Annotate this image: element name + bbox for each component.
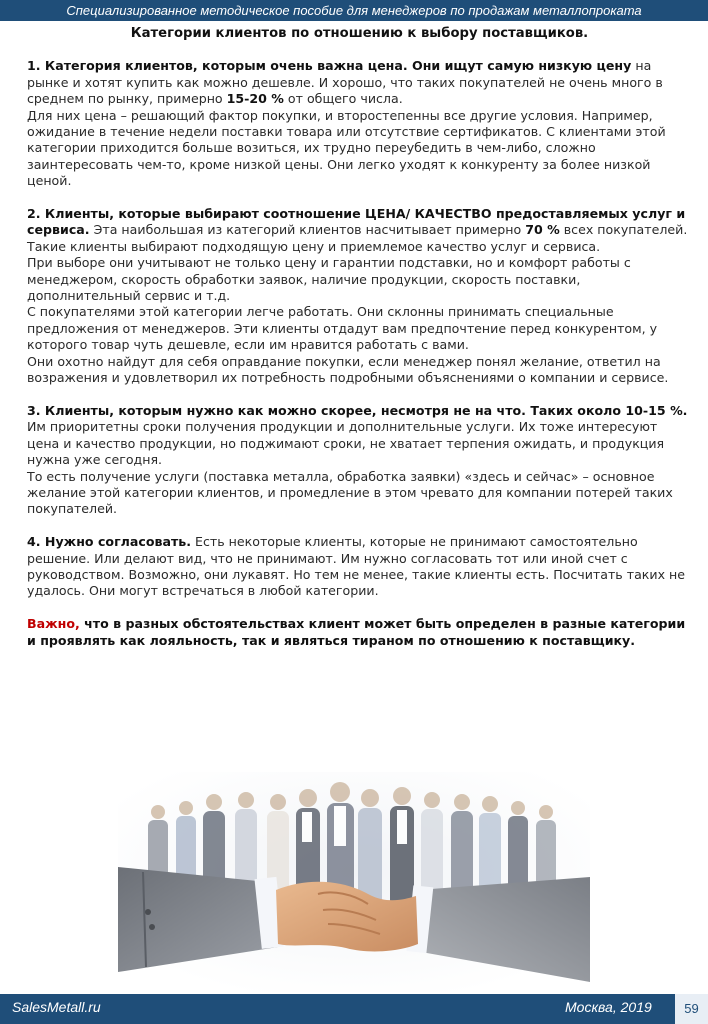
section-4-p1: 4. Нужно согласовать. Есть некоторые клиенты, которые не принимают самостоятельно решение. Или делают вид, что не принимают. Им нужно согласовать тот или иной счет с руководством. Возможно, они лукавят. Но тем не менее, такие клиенты есть. Посчитать таких не удалось. Они могут встречаться в любой категории.: [27, 534, 686, 599]
header-text: Специализированное методическое пособие для менеджеров по продажам металлопроката: [66, 3, 642, 18]
section-4-lead: 4. Нужно согласовать.: [27, 534, 192, 550]
section-2: [27, 206, 692, 386]
section-2-p2: При выборе они учитывают не только цену и гарантии подставки, но и комфорт работы с менеджером, скорость обработки заявок, наличие продукции, скорость поставки, дополнительный сервис и т.д.: [27, 255, 631, 304]
section-3-p2: То есть получение услуги (поставка металла, обработка заявки) «здесь и сейчас» – основное желание этой категории клиентов, и промедление в этом чревато для компании потерей таких покупателей.: [27, 468, 673, 517]
handshake-illustration: [118, 772, 590, 992]
important-note-text: что в разных обстоятельствах клиент может быть определен в разные категории и проявлять как лояльность, так и являться тираном по отношению к поставщику.: [27, 616, 686, 648]
section-1-percent: 15-20 %: [226, 91, 284, 107]
section-4: [27, 534, 692, 600]
section-3-p1: Им приоритетны сроки получения продукции и дополнительные услуги. Их тоже интересуют цена и качество продукции, но поджимают сроки, не хватает терпения ожидать, и продукция нужна уже сегодня.: [27, 419, 665, 468]
header-bar: [0, 0, 708, 21]
city-year: Москва, 2019: [565, 999, 652, 1015]
section-1-p1: 1. Категория клиентов, которым очень важна цена. Они ищут самую низкую цену на рынке и хотят купить как можно дешевле. И хорошо, что таких покупателей не очень много в среднем по рынку, примерно 15-20 % от общего числа.: [27, 58, 663, 107]
section-3-lead: 3. Клиенты, которым нужно как можно скорее, несмотря не на что. Таких около 10-15 %.: [27, 402, 688, 418]
page-content: [27, 26, 692, 665]
section-3: [27, 403, 692, 518]
section-1: [27, 58, 692, 189]
page-title: Категории клиентов по отношению к выбору поставщиков.: [130, 26, 589, 41]
section-2-p1: 2. Клиенты, которые выбирают соотношение ЦЕНА/ КАЧЕСТВО предоставляемых услуг и сервиса. Эта наибольшая из категорий клиентов насчитывает примерно 70 % всех покупателей. Такие клиенты выбирают подходящую цену и приемлемое качество услуг и сервиса.: [27, 206, 688, 254]
important-note-label: Важно,: [27, 616, 80, 632]
important-note: [27, 616, 692, 649]
page-number: 59: [675, 994, 708, 1024]
section-1-lead: 1. Категория клиентов, которым очень важна цена. Они ищут самую низкую цену: [27, 58, 632, 74]
footer-bar: [0, 994, 708, 1024]
section-2-percent: 70 %: [525, 222, 560, 238]
site-name: SalesMetall.ru: [12, 999, 101, 1015]
section-2-p3: С покупателями этой категории легче работать. Они склонны принимать специальные предложения от менеджеров. Эти клиенты отдадут вам предпочтение перед конкурентом, у которого товар чуть дешевле, если им нравится работать с вами.: [27, 304, 658, 353]
section-2-lead: 2. Клиенты, которые выбирают соотношение ЦЕНА/ КАЧЕСТВО предоставляемых услуг и сервиса.: [27, 206, 686, 238]
section-1-p2: Для них цена – решающий фактор покупки, и второстепенны все другие условия. Например, ожидание в течение недели поставки товара или отсутствие сертификатов. С клиентами этой категории приходится больше возиться, их трудно переубедить в чем-либо, сложно заинтересовать чем-то, кроме низкой цены. Они легко уходят к конкуренту за более низкой ценой.: [27, 107, 666, 189]
section-2-p4: Они охотно найдут для себя оправдание покупки, если менеджер понял желание, ответил на возражения и удовлетворил их потребность подробными объяснениями о компании и сервисе.: [27, 353, 669, 386]
